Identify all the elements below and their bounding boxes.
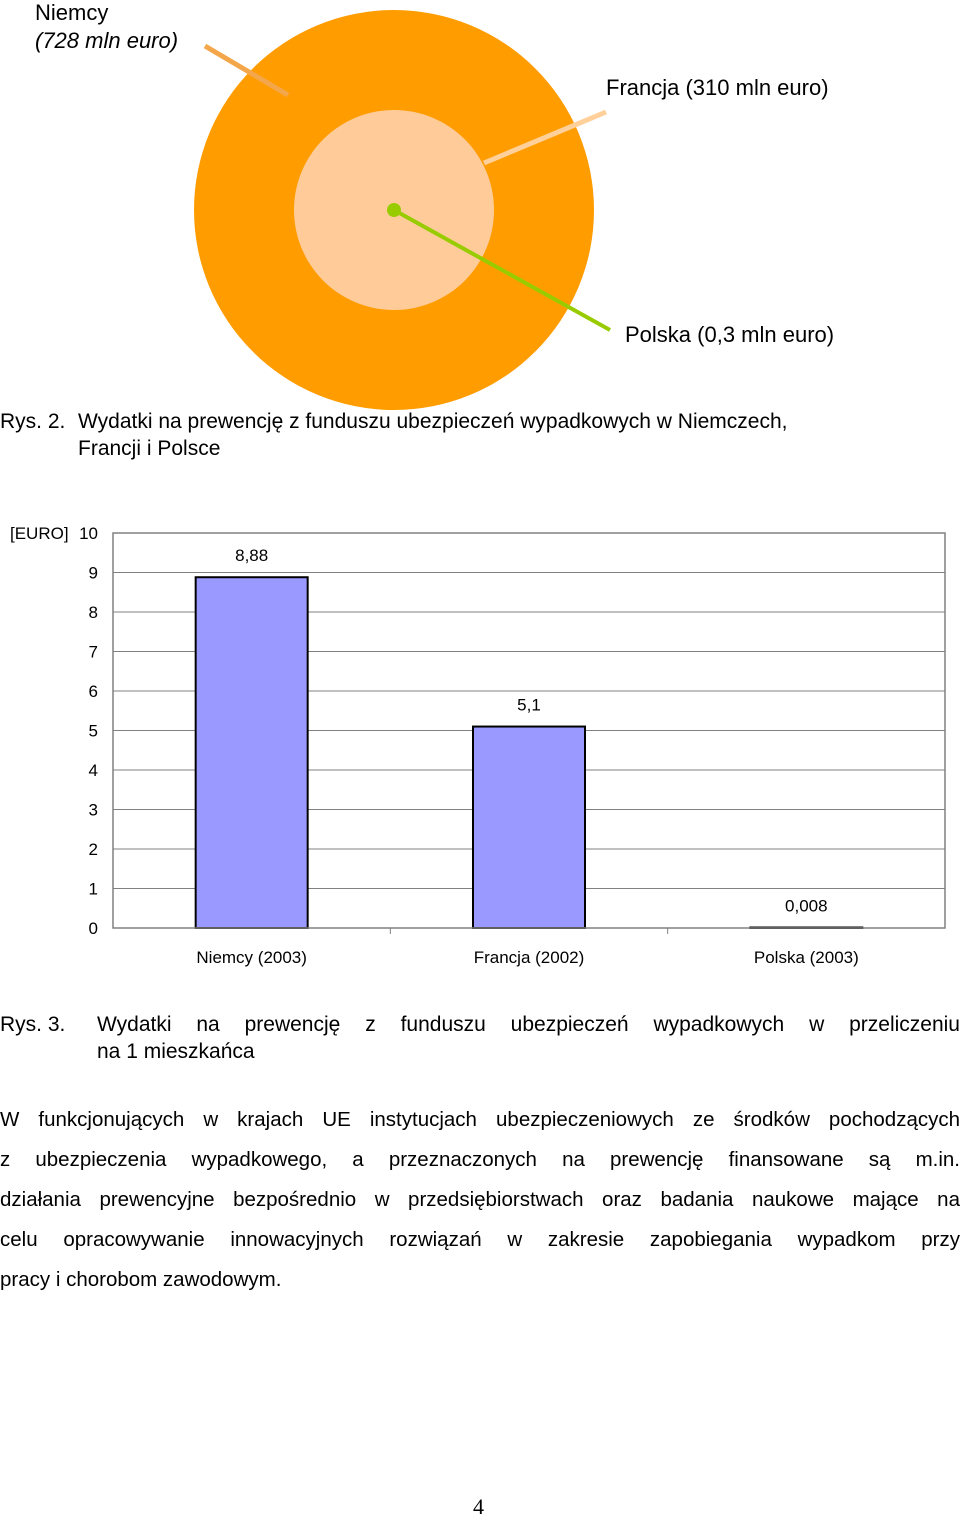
x-category-label: Niemcy (2003) — [196, 948, 307, 967]
y-tick-label: 8 — [88, 603, 98, 622]
label-niemcy-country: Niemcy — [35, 0, 109, 25]
y-tick-label: 9 — [88, 563, 98, 583]
label-niemcy-value: (728 mln euro) — [35, 28, 179, 53]
caption-fig3-line1-text: Wydatki na prewencję z funduszu ubezpieczeń wypadkowych w przeliczeniu — [97, 1013, 960, 1036]
caption-fig3-number: Rys. 3. — [0, 1013, 66, 1036]
y-tick-label: 7 — [88, 642, 98, 662]
y-tick-label: 10 — [79, 524, 98, 543]
paragraph-line: działania prewencyjne bezpośrednio w przedsiębiorstwach oraz badania naukowe mające na — [0, 1188, 960, 1211]
caption-fig2-line2: Francji i Polsce — [78, 437, 221, 460]
bar — [196, 577, 308, 928]
y-tick-label: 4 — [88, 761, 98, 780]
caption-fig3-line2: na 1 mieszkańca — [97, 1040, 255, 1063]
paragraph-line: z ubezpieczenia wypadkowego, a przeznaczonych na prewencję finansowane są m.in. — [0, 1148, 960, 1171]
page-number: 4 — [473, 1494, 484, 1519]
y-axis-unit-label: [EURO] — [10, 524, 69, 543]
x-category-label: Polska (2003) — [753, 948, 859, 967]
label-polska: Polska (0,3 mln euro) — [625, 322, 835, 347]
label-francja: Francja (310 mln euro) — [606, 75, 829, 100]
bar — [473, 727, 585, 928]
bar-chart — [0, 515, 960, 985]
paragraph-line: W funkcjonujących w krajach UE instytucjach ubezpieczeniowych ze środków pochodzących — [0, 1108, 960, 1131]
bar-data-label: 0,008 — [785, 896, 828, 916]
y-tick-label: 5 — [88, 721, 98, 741]
y-tick-label: 3 — [88, 800, 98, 820]
y-tick-label: 6 — [88, 682, 98, 701]
y-tick-label: 2 — [88, 840, 98, 859]
paragraph-line: celu opracowywanie innowacyjnych rozwiązań w zakresie zapobiegania wypadkom przy — [0, 1228, 960, 1251]
x-category-label: Francja (2002) — [473, 948, 585, 967]
bar-data-label: 8,88 — [235, 546, 269, 566]
caption-fig2-number: Rys. 2. — [0, 410, 66, 433]
bar-data-label: 5,1 — [517, 695, 541, 715]
y-tick-label: 1 — [88, 879, 98, 899]
nested-circles-figure — [0, 0, 960, 410]
paragraph-line: pracy i chorobom zawodowym. — [0, 1268, 282, 1291]
caption-fig3-line1 — [97, 1013, 960, 1037]
caption-fig2-line1: Wydatki na prewencję z funduszu ubezpieczeń wypadkowych w Niemczech, — [78, 410, 788, 433]
y-tick-label: 0 — [88, 919, 98, 938]
body-paragraph — [0, 1100, 960, 1300]
